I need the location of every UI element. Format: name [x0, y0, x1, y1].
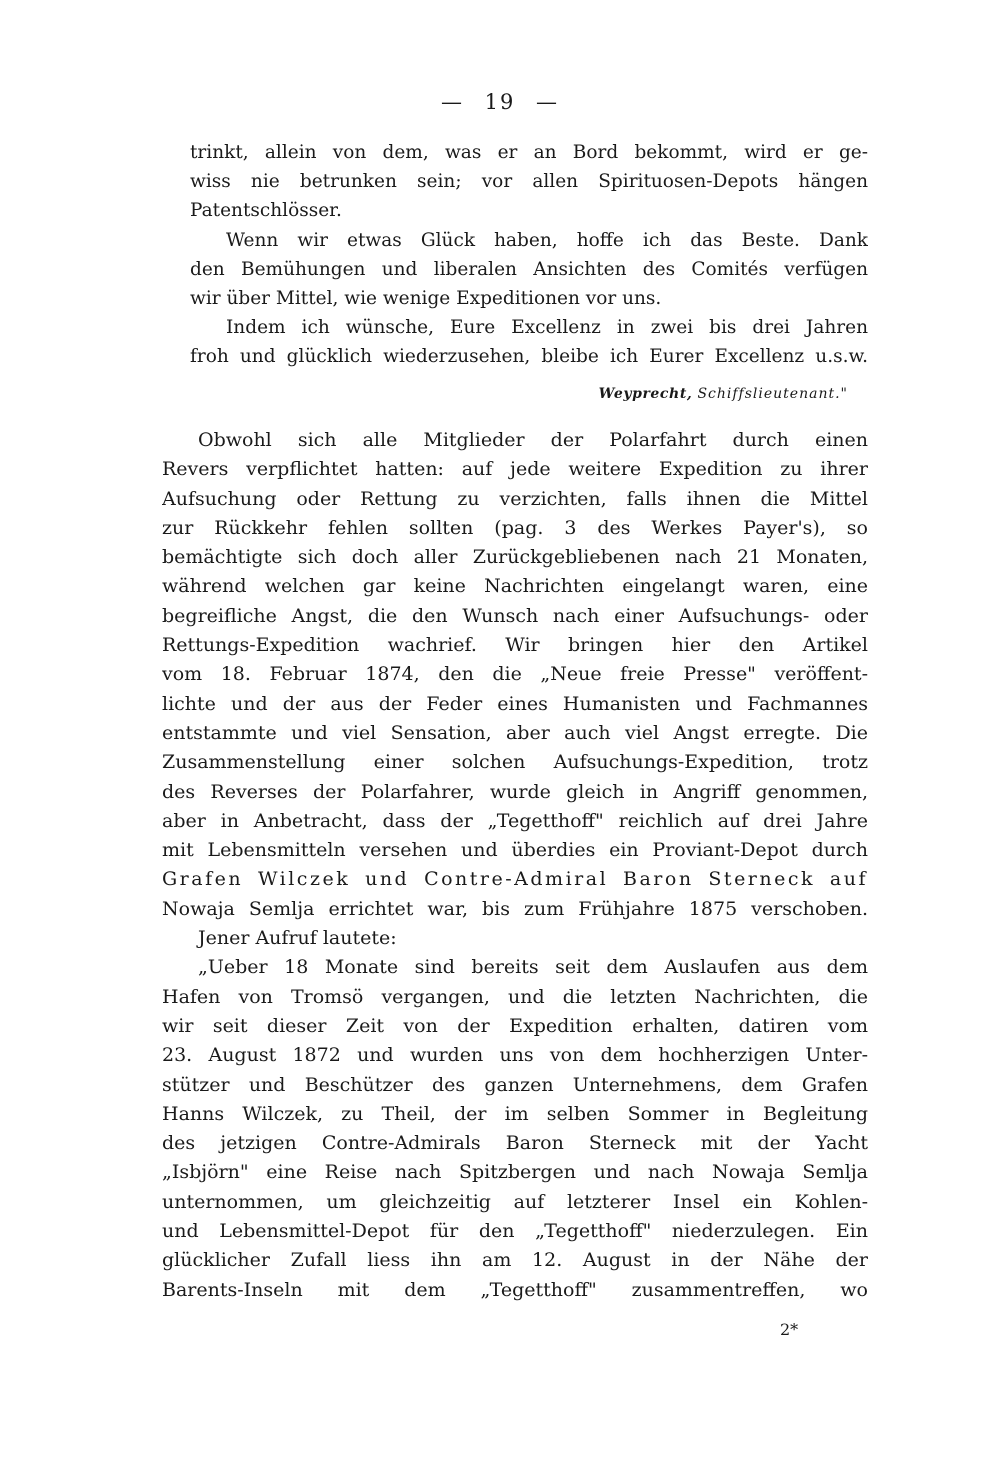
- letter-line: Wenn wir etwas Glück haben, hoffe ich das Beste. Dank: [226, 229, 868, 251]
- body-line: Rettungs-Expedition wachrief. Wir bringen hier den Artikel: [162, 634, 868, 657]
- letter-line: trinkt, allein von dem, was er an Bord bekommt, wird er ge-: [190, 142, 868, 163]
- body-line: Jener Aufruf lautete:: [198, 927, 397, 950]
- body-line: bemächtigte sich doch aller Zurückgebliebenen nach 21 Monaten,: [162, 546, 868, 569]
- body-line: Grafen Wilczek und Contre-Admiral Baron Sterneck auf: [162, 868, 868, 891]
- body-line: Revers verpflichtet hatten: auf jede weitere Expedition zu ihrer: [162, 458, 868, 481]
- body-line: unternommen, um gleichzeitig auf letzterer Insel ein Kohlen-: [162, 1190, 868, 1213]
- body-line: begreifliche Angst, die den Wunsch nach einer Aufsuchungs- oder: [162, 604, 868, 627]
- body-line: zur Rückkehr fehlen sollten (pag. 3 des Werkes Payer's), so: [162, 516, 868, 539]
- body-line: Aufsuchung oder Rettung zu verzichten, falls ihnen die Mittel: [162, 487, 868, 510]
- body-line: lichte und der aus der Feder eines Humanisten und Fachmannes: [162, 692, 868, 715]
- letter-line: Patentschlösser.: [190, 200, 342, 222]
- signature-mark: 2*: [780, 1320, 799, 1339]
- body-line: aber in Anbetracht, dass der „Tegetthoff" reichlich auf drei Jahre: [162, 809, 868, 832]
- body-line: Barents-Inseln mit dem „Tegetthoff" zusammentreffen, wo: [162, 1278, 868, 1301]
- body-line: Zusammenstellung einer solchen Aufsuchungs-Expedition, trotz: [162, 751, 868, 774]
- body-line: des Reverses der Polarfahrer, wurde gleich in Angriff genommen,: [162, 780, 868, 803]
- body-line: wir seit dieser Zeit von der Expedition erhalten, datiren vom: [162, 1014, 868, 1037]
- body-line: vom 18. Februar 1874, den die „Neue freie Presse" veröffent-: [162, 663, 868, 686]
- body-line: „Isbjörn" eine Reise nach Spitzbergen und nach Nowaja Semlja: [162, 1161, 868, 1184]
- body-line: entstammte und viel Sensation, aber auch viel Angst erregte. Die: [162, 721, 868, 744]
- body-line: stützer und Beschützer des ganzen Unternehmens, dem Grafen: [162, 1073, 868, 1096]
- body-line: und Lebensmittel-Depot für den „Tegetthoff" niederzulegen. Ein: [162, 1220, 868, 1243]
- body-line: glücklicher Zufall liess ihn am 12. August in der Nähe der: [162, 1249, 868, 1272]
- signature-name: Weyprecht,: [598, 386, 693, 402]
- body-text: [162, 426, 868, 1305]
- body-line: 23. August 1872 und wurden uns von dem hochherzigen Unter-: [162, 1044, 868, 1067]
- body-line: „Ueber 18 Monate sind bereits seit dem Auslaufen aus dem: [198, 956, 868, 979]
- body-line: mit Lebensmitteln versehen und überdies ein Proviant-Depot durch: [162, 839, 868, 862]
- body-line: Hanns Wilczek, zu Theil, der im selben Sommer in Begleitung: [162, 1102, 868, 1125]
- page-number: — 19 —: [440, 90, 560, 114]
- signature-title: Schiffslieutenant.": [697, 386, 848, 402]
- letter-line: wiss nie betrunken sein; vor allen Spirituosen-Depots hängen: [190, 171, 868, 193]
- letter-line: wir über Mittel, wie wenige Expeditionen vor uns.: [190, 288, 662, 310]
- body-line: Hafen von Tromsö vergangen, und die letzten Nachrichten, die: [162, 985, 868, 1008]
- body-line: Nowaja Semlja errichtet war, bis zum Frühjahre 1875 verschoben.: [162, 897, 868, 920]
- letter-line: den Bemühungen und liberalen Ansichten des Comités verfügen: [190, 258, 868, 280]
- letter-text: [190, 138, 868, 372]
- body-line: Obwohl sich alle Mitglieder der Polarfahrt durch einen: [198, 429, 868, 451]
- letter-signature: [190, 386, 848, 402]
- letter-line: Indem ich wünsche, Eure Excellenz in zwei bis drei Jahren: [226, 317, 868, 339]
- body-line: des jetzigen Contre-Admirals Baron Sterneck mit der Yacht: [162, 1132, 868, 1155]
- body-line: während welchen gar keine Nachrichten eingelangt waren, eine: [162, 575, 868, 598]
- letter-line: froh und glücklich wiederzusehen, bleibe ich Eurer Excellenz u.s.w.: [190, 346, 868, 368]
